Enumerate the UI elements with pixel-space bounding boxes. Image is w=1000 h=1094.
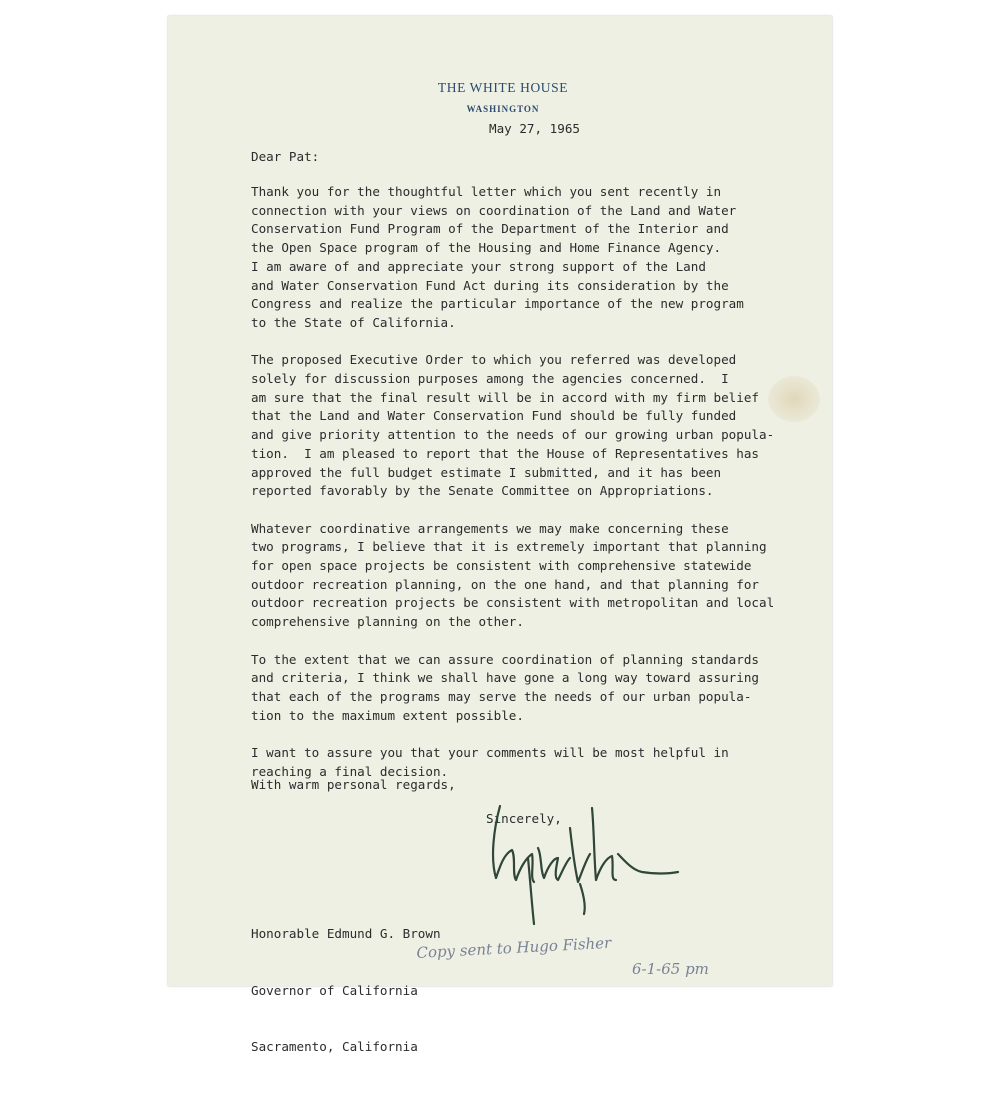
letter-body (251, 183, 774, 800)
paper-stain (768, 376, 820, 422)
addressee-line-1: Honorable Edmund G. Brown (251, 926, 441, 942)
addressee-line-2: Governor of California (251, 982, 418, 998)
handwritten-date: 6-1-65 pm (632, 960, 709, 978)
sign-off: Sincerely, (486, 811, 562, 826)
body-paragraph-5: I want to assure you that your comments will be most helpful in reaching a final decision. (251, 745, 729, 779)
addressee-line-3: Sacramento, California (251, 1038, 418, 1054)
signature (482, 788, 682, 928)
closing: With warm personal regards, (251, 777, 456, 792)
handwritten-note: Copy sent to Hugo Fisher (416, 933, 612, 962)
letterhead-location: WASHINGTON (466, 104, 540, 114)
letter-date: May 27, 1965 (489, 121, 580, 136)
addressee-block (251, 888, 441, 1094)
letter-sheet (168, 16, 832, 1054)
body-paragraph-3: Whatever coordinative arrangements we may make concerning these two programs, I believe that it is extremely important that planning for open space projects be consistent with comprehensive statewide outdoor recreation planning, on the one hand, and that planning for outdoor recreation projects be consistent with metropolitan and local comprehensive planning on the other. (251, 520, 775, 630)
letterhead-title: THE WHITE HOUSE (437, 80, 569, 95)
salutation: Dear Pat: (251, 149, 320, 164)
body-paragraph-4: To the extent that we can assure coordination of planning standards and criteria, I think we shall have gone a long way toward assuring that each of the programs may serve the needs of our urban popula- tion to the maximum extent possible. (251, 651, 759, 723)
body-paragraph-2: The proposed Executive Order to which you referred was developed solely for discussion purposes among the agencies concerned. I am sure that the final result will be in accord with my firm belief that the Land and Water Conservation Fund should be fully funded and give priority attention to the needs of our growing urban popula- tion. I am pleased to report that the House of Representatives has approved the full budget estimate I submitted, and it has been reported favorably by the Senate Committee on Appropriations. (251, 352, 775, 499)
body-paragraph-1: Thank you for the thoughtful letter which you sent recently in connection with your views on coordination of the Land and Water Conservation Fund Program of the Department of the Interior and the Open Space program of the Housing and Home Finance Agency. I am aware of and appreciate your strong support of the Land and Water Conservation Fund Act during its consideration by the Congress and realize the particular importance of the new program to the State of California. (251, 184, 744, 330)
